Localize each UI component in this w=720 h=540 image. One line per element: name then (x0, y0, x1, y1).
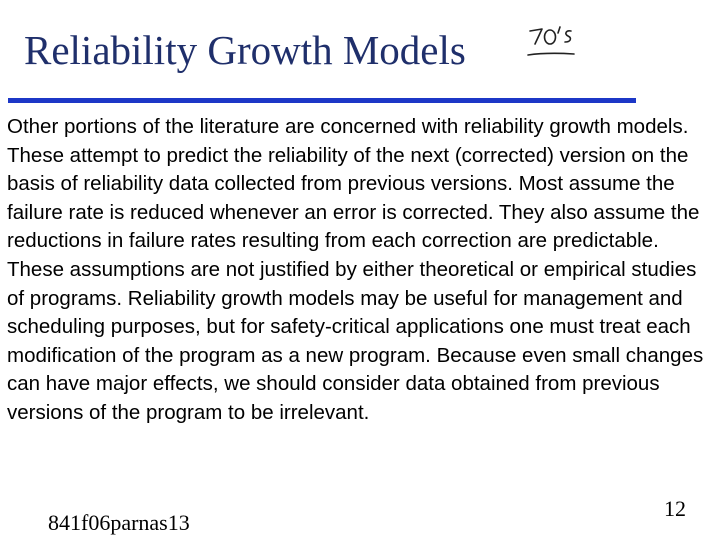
title-divider (8, 98, 636, 103)
slide-title: Reliability Growth Models (24, 27, 466, 73)
body-paragraph: Other portions of the literature are concerned with reliability growth models. These attempt to predict the reliability of the next (corrected) version on the basis of reliability data collected from previous versions. Most assume the failure rate is reduced whenever an error is corrected. They also assume the reductions in failure rates resulting from each correction are predictable. These assumptions are not justified by either theoretical or empirical studies of programs. Reliability growth models may be useful for management and scheduling purposes, but for safety-critical applications one must treat each modification of the program as a new program. Because even small changes can have major effects, we should consider data obtained from previous versions of the program to be irrelevant. (7, 115, 704, 424)
handwritten-annotation (526, 22, 578, 68)
page-number: 12 (664, 496, 686, 521)
footer-label: 841f06parnas13 (48, 510, 190, 535)
